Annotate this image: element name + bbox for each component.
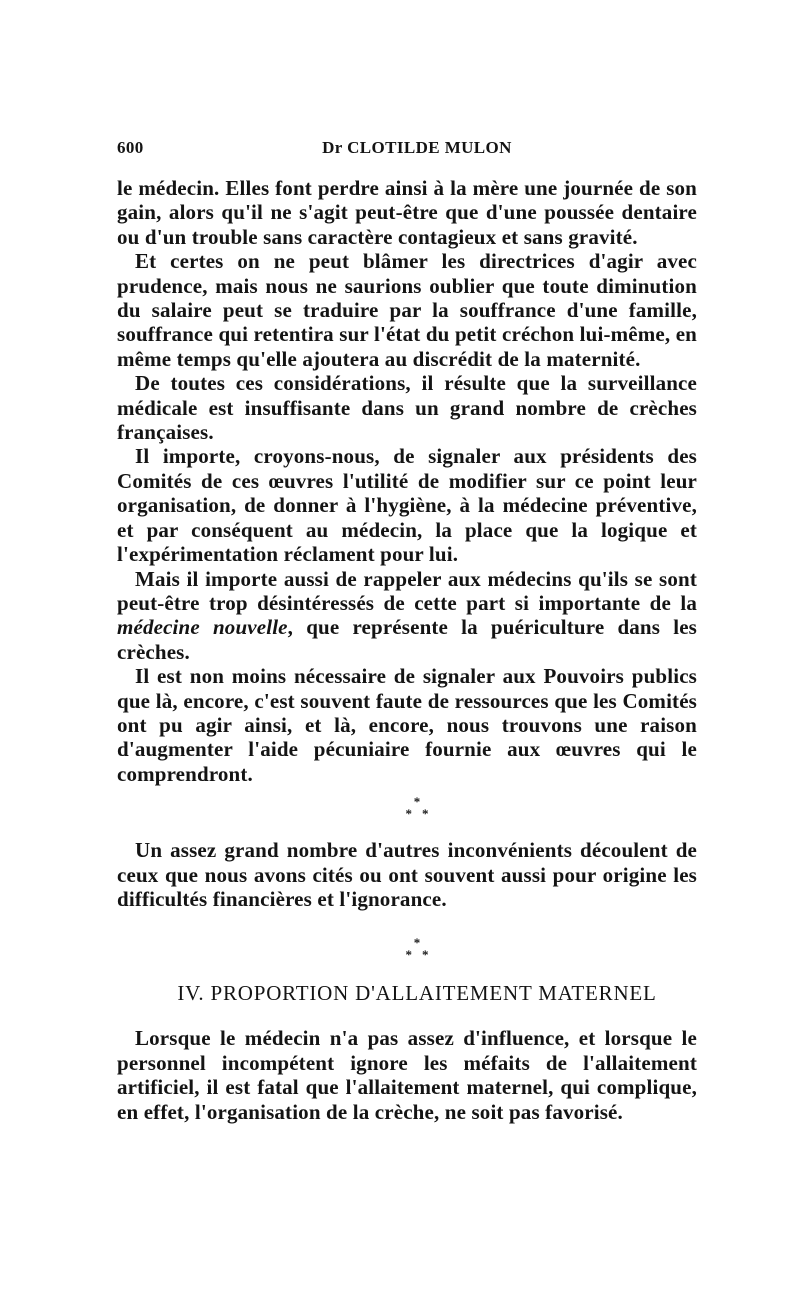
asterism-bottom: ** <box>405 806 439 822</box>
asterism-bottom-2: ** <box>405 947 439 963</box>
asterism-top: * <box>413 794 421 810</box>
italic-phrase: médecine nouvelle <box>117 615 288 640</box>
paragraph-7: Un assez grand nombre d'autres inconvénients découlent de ceux que nous avons cités ou ont souvent aussi pour origine les difficultés financières et l'ignorance. <box>117 838 697 911</box>
asterism-divider <box>117 796 697 820</box>
paragraph-5-text-end: , que représente la puériculture dans les crèches. <box>117 615 697 664</box>
paragraph-5-text: Mais il importe aussi de rappeler aux médecins qu'ils se sont peut-être trop désintéressés de cette part si importante de la <box>117 566 697 615</box>
paragraph-6: Il est non moins nécessaire de signaler aux Pouvoirs publics que là, encore, c'est souvent faute de ressources que les Comités ont pu agir ainsi, et là, encore, nous trouvons une raison d'augmenter l'aide pécuniaire fournie aux œuvres qui le comprendront. <box>117 664 697 786</box>
final-paragraph: Lorsque le médecin n'a pas assez d'influence, et lorsque le personnel incompétent ignore les méfaits de l'allaitement artificiel, il est fatal que l'allaitement maternel, qui complique, en effet, l'organisation de la crèche, ne soit pas favorisé. <box>117 1026 697 1124</box>
paragraph-5 <box>117 567 697 665</box>
paragraph-1: le médecin. Elles font perdre ainsi à la mère une journée de son gain, alors qu'il ne s'agit peut-être que d'une poussée dentaire ou d'un trouble sans caractère contagieux et sans gravité. <box>117 176 697 249</box>
book-page <box>117 138 697 1124</box>
asterism-top-2: * <box>413 935 421 951</box>
paragraph-3: De toutes ces considérations, il résulte que la surveillance médicale est insuffisante dans un grand nombre de crèches françaises. <box>117 371 697 445</box>
asterism-divider-2 <box>117 937 697 961</box>
section-heading: IV. PROPORTION D'ALLAITEMENT MATERNEL <box>177 981 657 1006</box>
paragraph-4: Il importe, croyons-nous, de signaler aux présidents des Comités de ces œuvres l'utilité de modifier sur ce point leur organisation, de donner à l'hygiène, à la médecine préventive, et par conséquent au médecin, la place que la logique et l'expérimentation réclament pour lui. <box>117 444 697 567</box>
paragraph-2: Et certes on ne peut blâmer les directrices d'agir avec prudence, mais nous ne saurions oublier que toute diminution du salaire peut se traduire par la souffrance d'une famille, souffrance qui retentira sur l'état du petit créchon lui-même, en même temps qu'elle ajoutera au discrédit de la maternité. <box>117 249 697 371</box>
running-head <box>117 138 697 164</box>
page-number: 600 <box>117 138 144 157</box>
running-title: Dr CLOTILDE MULON <box>322 138 512 157</box>
